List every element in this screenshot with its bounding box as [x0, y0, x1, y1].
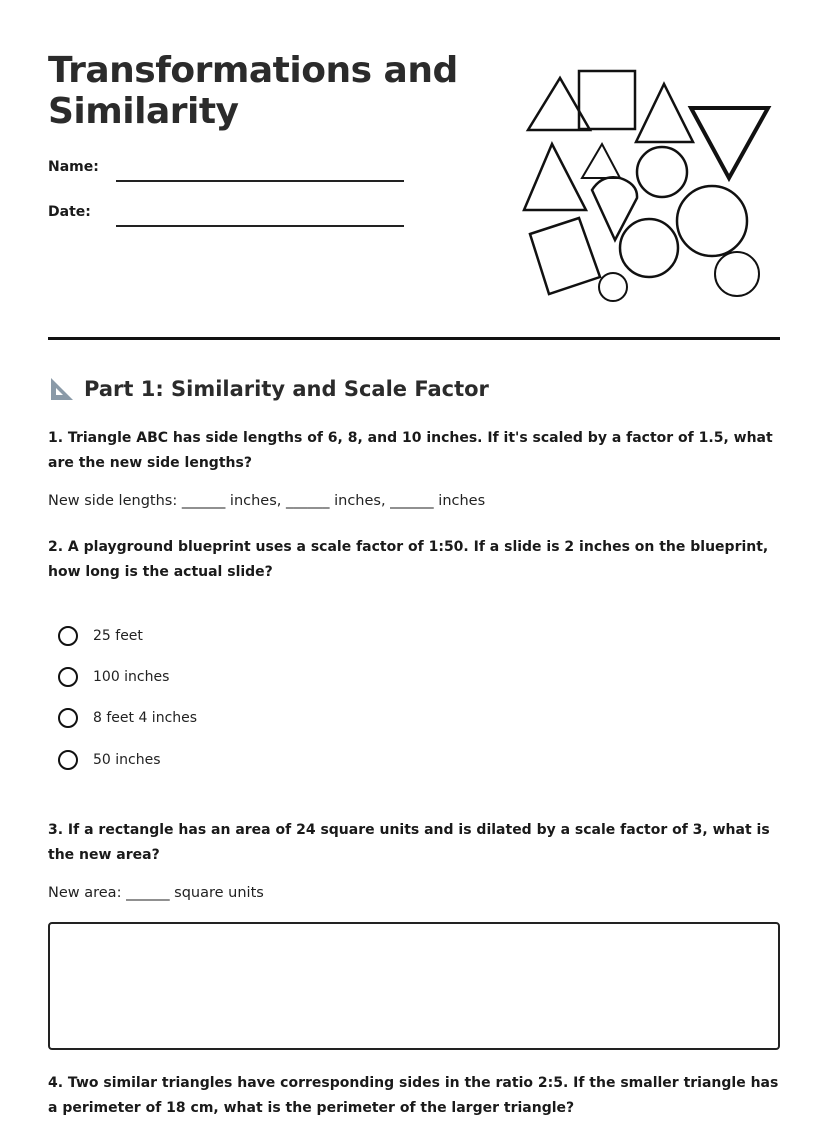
choice-label: 8 feet 4 inches — [93, 710, 198, 726]
name-field[interactable] — [116, 180, 404, 182]
name-label: Name: — [48, 159, 99, 175]
question-3-answer-line[interactable]: New area: ______ square units — [48, 885, 264, 901]
choice-option[interactable] — [58, 626, 143, 646]
choice-option[interactable] — [58, 750, 161, 770]
radio-button[interactable] — [58, 708, 78, 728]
radio-button[interactable] — [58, 750, 78, 770]
question-4: 4. Two similar triangles have corresponding sides in the ratio 2:5. If the smaller triangle has a perimeter of 18 cm, what is the perimeter of the larger triangle? — [48, 1075, 779, 1116]
question-3: 3. If a rectangle has an area of 24 square units and is dilated by a scale factor of 3, what is the new area? — [48, 822, 770, 863]
part1-title: Part 1: Similarity and Scale Factor — [84, 377, 489, 401]
section-divider — [48, 337, 780, 340]
choice-option[interactable] — [58, 708, 197, 728]
choice-label: 50 inches — [93, 752, 161, 768]
choice-label: 100 inches — [93, 669, 170, 685]
geometric-shapes-icon — [516, 62, 786, 312]
work-area-textbox[interactable] — [48, 922, 780, 1050]
question-2: 2. A playground blueprint uses a scale factor of 1:50. If a slide is 2 inches on the blueprint, how long is the actual slide? — [48, 539, 769, 580]
question-1-answer-line[interactable]: New side lengths: ______ inches, ______ inches, ______ inches — [48, 493, 486, 509]
date-field[interactable] — [116, 225, 404, 227]
set-square-icon — [48, 375, 76, 403]
part1-header — [48, 374, 489, 404]
date-label: Date: — [48, 204, 91, 220]
choice-option[interactable] — [58, 667, 169, 687]
choice-label: 25 feet — [93, 628, 143, 644]
radio-button[interactable] — [58, 667, 78, 687]
worksheet-title: Transformations and Similarity — [48, 50, 458, 132]
radio-button[interactable] — [58, 626, 78, 646]
question-1: 1. Triangle ABC has side lengths of 6, 8, and 10 inches. If it's scaled by a factor of 1.5, what are the new side lengths? — [48, 430, 773, 471]
